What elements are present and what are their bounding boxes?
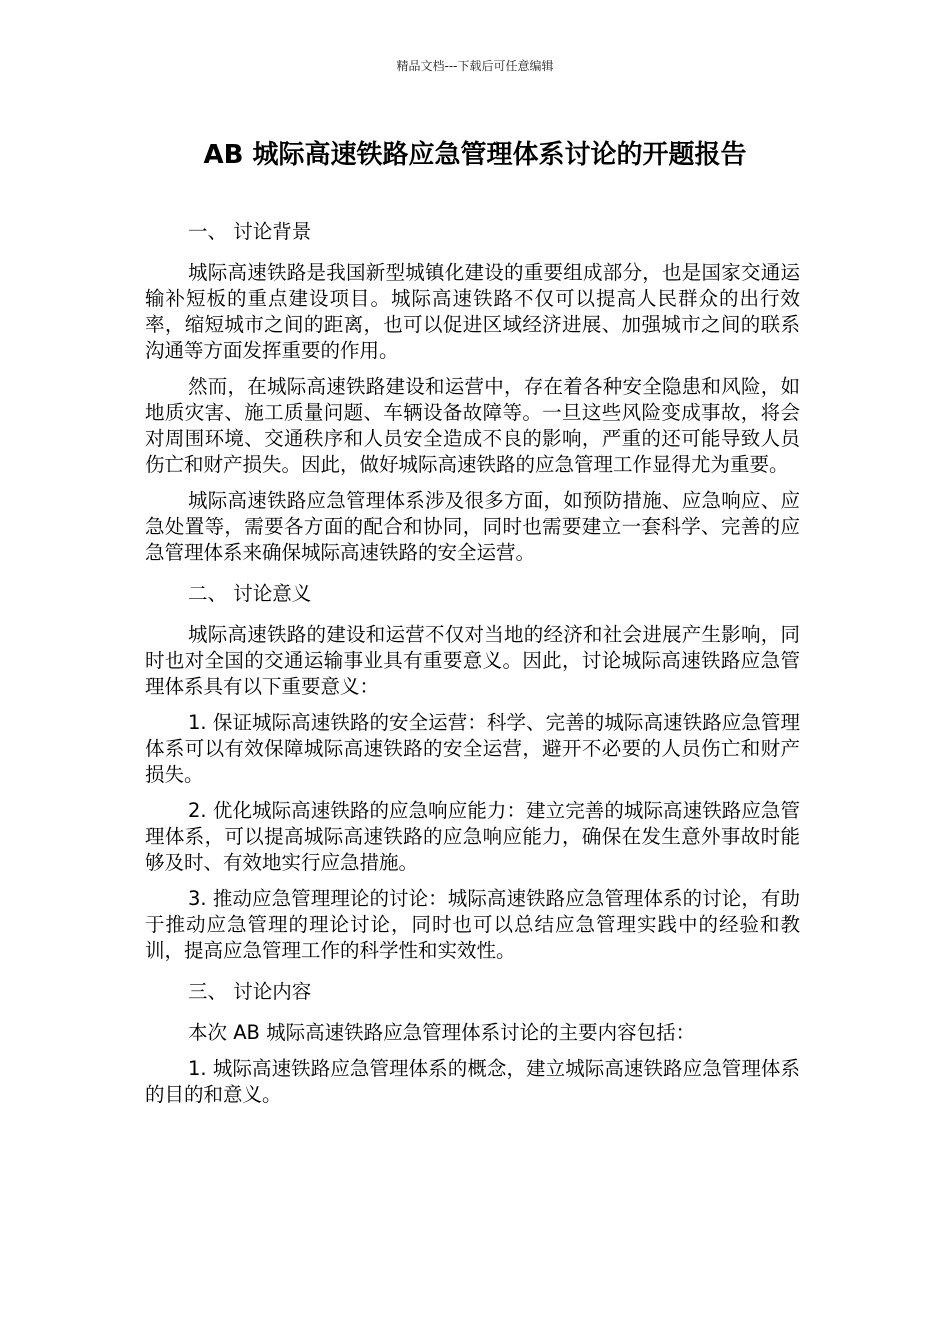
document-body (145, 214, 800, 1118)
paragraph-significance-item-1: 1. 保证城际高速铁路的安全运营：科学、完善的城际高速铁路应急管理体系可以有效保障城际高速铁路的安全运营，避开不必要的人员伤亡和财产损失。 (145, 711, 800, 786)
section-heading-background: 一、 讨论背景 (188, 220, 312, 243)
paragraph-background-1: 城际高速铁路是我国新型城镇化建设的重要组成部分，也是国家交通运输补短板的重点建设项目。城际高速铁路不仅可以提高人民群众的出行效率，缩短城市之间的距离，也可以促进区域经济进展、加强城市之间的联系沟通等方面发挥重要的作用。 (145, 261, 800, 362)
section-heading-significance: 二、 讨论意义 (188, 582, 312, 605)
section-heading-content: 三、 讨论内容 (188, 980, 312, 1003)
paragraph-content-intro: 本次 AB 城际高速铁路应急管理体系讨论的主要内容包括： (188, 1021, 696, 1044)
paragraph-background-2: 然而，在城际高速铁路建设和运营中，存在着各种安全隐患和风险，如地质灾害、施工质量问题、车辆设备故障等。一旦这些风险变成事故，将会对周围环境、交通秩序和人员安全造成不良的影响，严重的还可能导致人员伤亡和财产损失。因此，做好城际高速铁路的应急管理工作显得尤为重要。 (145, 375, 800, 476)
paragraph-significance-item-3: 3. 推动应急管理理论的讨论：城际高速铁路应急管理体系的讨论，有助于推动应急管理的理论讨论，同时也可以总结应急管理实践中的经验和教训，提高应急管理工作的科学性和实效性。 (145, 887, 800, 962)
header-note: 精品文档---下载后可任意编辑 (396, 59, 554, 73)
document-title: AB 城际高速铁路应急管理体系讨论的开题报告 (203, 140, 747, 170)
paragraph-significance-item-2: 2. 优化城际高速铁路的应急响应能力：建立完善的城际高速铁路应急管理体系，可以提高城际高速铁路的应急响应能力，确保在发生意外事故时能够及时、有效地实行应急措施。 (145, 799, 800, 874)
paragraph-significance-intro: 城际高速铁路的建设和运营不仅对当地的经济和社会进展产生影响，同时也对全国的交通运输事业具有重要意义。因此，讨论城际高速铁路应急管理体系具有以下重要意义： (145, 623, 800, 698)
paragraph-background-3: 城际高速铁路应急管理体系涉及很多方面，如预防措施、应急响应、应急处置等，需要各方面的配合和协同，同时也需要建立一套科学、完善的应急管理体系来确保城际高速铁路的安全运营。 (145, 489, 800, 564)
paragraph-content-item-1: 1. 城际高速铁路应急管理体系的概念，建立城际高速铁路应急管理体系的目的和意义。 (145, 1057, 800, 1106)
